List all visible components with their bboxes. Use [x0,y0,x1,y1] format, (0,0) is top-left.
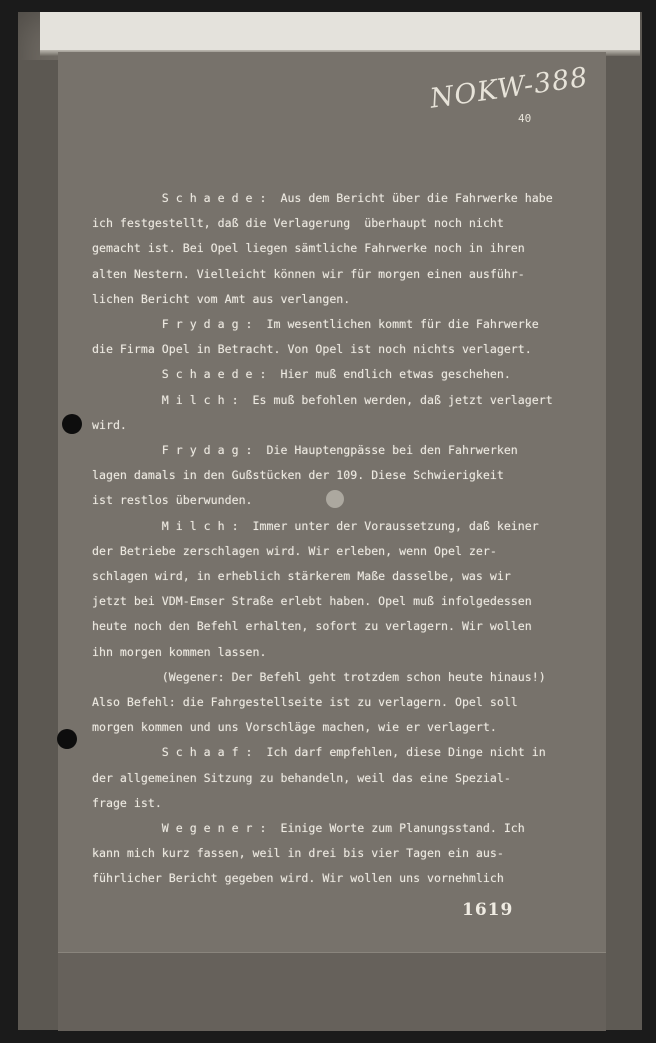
text-line: schlagen wird, in erheblich stärkerem Maße dasselbe, was wir [92,569,511,584]
stamp-page-number: 40 [518,112,532,125]
text-line: S c h a e d e : Hier muß endlich etwas geschehen. [92,367,511,382]
text-line: F r y d a g : Die Hauptengpässe bei den Fahrwerken [92,443,518,458]
page-number: 1619 [462,900,514,920]
text-line: die Firma Opel in Betracht. Von Opel ist noch nichts verlagert. [92,342,532,357]
text-line: wird. [92,417,127,432]
text-line: heute noch den Befehl erhalten, sofort zu verlagern. Wir wollen [92,619,532,634]
text-line: jetzt bei VDM-Emser Straße erlebt haben. Opel muß infolgedessen [92,594,532,609]
scan-top-band [40,12,640,52]
text-line: der allgemeinen Sitzung zu behandeln, weil das eine Spezial- [92,770,511,785]
text-line: alten Nestern. Vielleicht können wir für morgen einen ausführ- [92,266,525,281]
text-line: W e g e n e r : Einige Worte zum Planungsstand. Ich [92,821,525,836]
text-line: lichen Bericht vom Amt aus verlangen. [92,291,351,306]
text-line: ist restlos überwunden. [92,493,253,508]
text-line: ihn morgen kommen lassen. [92,644,267,659]
text-line: M i l c h : Immer unter der Voraussetzung, daß keiner [92,518,539,533]
punch-hole-lower [57,729,77,749]
text-line: F r y d a g : Im wesentlichen kommt für die Fahrwerke [92,317,539,332]
document-stamp: NOKW-388 [428,61,591,115]
text-line: frage ist. [92,795,162,810]
text-line: M i l c h : Es muß befohlen werden, daß jetzt verlagert [92,392,553,407]
scan-left-strip [18,60,58,1030]
scan-right-strip [604,20,642,1030]
text-line: Also Befehl: die Fahrgestellseite ist zu verlagern. Opel soll [92,695,518,710]
text-line: S c h a e d e : Aus dem Bericht über die Fahrwerke habe [92,191,553,205]
typed-text-body [92,186,562,892]
text-line: gemacht ist. Bei Opel liegen sämtliche Fahrwerke noch in ihren [92,241,525,256]
text-line: (Wegener: Der Befehl geht trotzdem schon heute hinaus!) [92,669,546,684]
text-line: der Betriebe zerschlagen wird. Wir erleben, wenn Opel zer- [92,543,497,558]
punch-hole-upper [62,414,82,434]
text-line: S c h a a f : Ich darf empfehlen, diese Dinge nicht in [92,745,546,760]
text-line: lagen damals in den Gußstücken der 109. Diese Schwierigkeit [92,468,504,483]
scan-bottom-band [58,952,606,1031]
text-line: ich festgestellt, daß die Verlagerung überhaupt noch nicht [92,216,504,231]
text-line: führlicher Bericht gegeben wird. Wir wollen uns vornehmlich [92,871,504,886]
text-line: kann mich kurz fassen, weil in drei bis vier Tagen ein aus- [92,846,504,861]
text-line: morgen kommen und uns Vorschläge machen, wie er verlagert. [92,720,497,735]
